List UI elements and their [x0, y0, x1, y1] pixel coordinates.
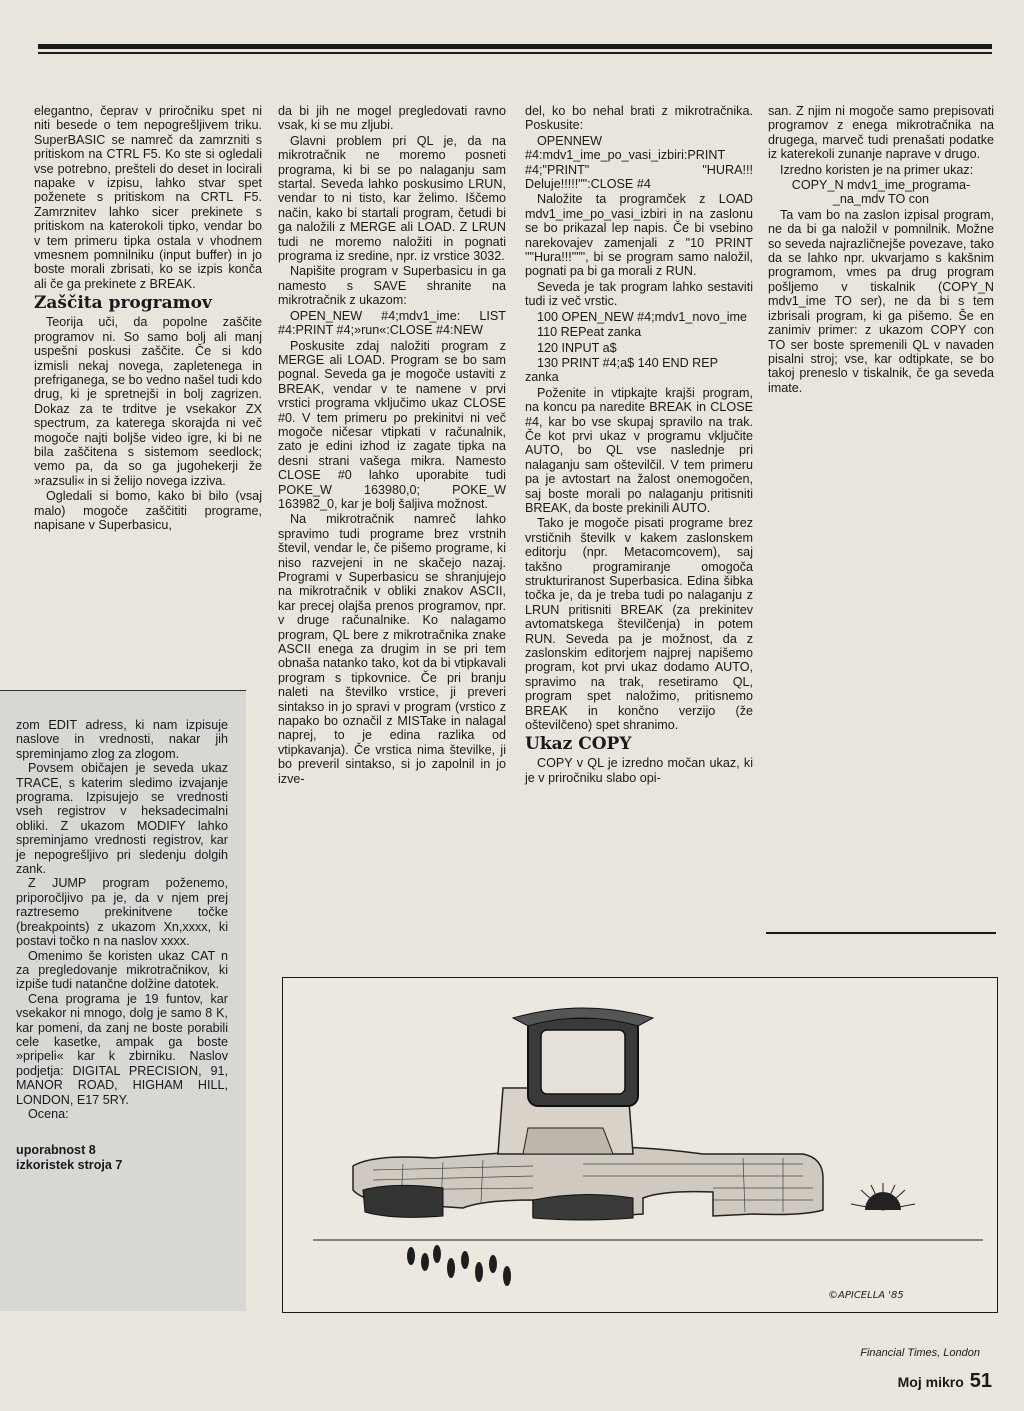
- col3-paragraph-5: Tako je mogoče pisati programe brez vrstičnih številk v kakem zaslonskem editorju (npr. Metacomcovem), saj takšno programiranje omogoča strukturiranost Superbasica. Edina šibka točka je, da je treba tudi po nalaganju z LRUN pritisniti BREAK (za prekinitev avtomatskega številčenja) in potem RUN. Seveda pa je možnost, da z zaslonskim editorjem najprej napišemo program, kot prvi ukaz dodamo AUTO, spravimo na trak, resetiramo QL, program spet naložimo, pritisnemo BREAK in končno verzijo (že oštevilčeno) spet shranimo.: [525, 516, 753, 733]
- rating-usability: uporabnost 8: [16, 1143, 96, 1158]
- col3-code-line-120: 120 INPUT a$: [537, 340, 617, 355]
- column-end-rule: [766, 932, 996, 934]
- col2-paragraph-1: da bi jih ne mogel pregledovati ravno vsak, ki se mu zljubi.: [278, 104, 506, 133]
- col3-code-line-100: 100 OPEN_NEW #4;mdv1_novo_ime: [537, 309, 747, 324]
- col4-paragraph-3: Ta vam bo na zaslon izpisal program, ne da bi ga naložil v pomnilnik. Možne so seveda najrazličnejše povezave, tako da se lahko npr. ukvarjamo s kakšnim programom, vmes pa drug program pošljemo v tiskalnik (COPY_N mdv1_ime TO ser), ne da bi s tem izbrisali program, ki ga pišemo. Še en zanimiv primer: z ukazom COPY con TO ser boste spremenili QL v navaden pisalni stroj; vse, kar odtipkate, se bo takoj preneslo v tiskalnik, če ga seveda imate.: [768, 207, 994, 395]
- sidebar-paragraph-4: Omenimo še koristen ukaz CAT n za pregledovanje mikrotračnikov, ki izpiše tudi natančne dolžine datotek.: [16, 948, 228, 992]
- sphinx-left-paw: [363, 1185, 443, 1217]
- sphinx-computer-illustration: [283, 978, 997, 1312]
- image-credit: Financial Times, London: [860, 1347, 980, 1359]
- section-heading-protection: Zaščita programov: [34, 293, 212, 314]
- top-rule-thin: [38, 52, 992, 54]
- illustration-frame: [282, 977, 998, 1313]
- col3-paragraph-2: Naložite ta programček z LOAD mdv1_ime_po_vasi_izbiri in na zaslonu se bo prikazal lep napis. Če bi vsebino narekovajev zamenjali z "10 PRINT ""Hura!!!""", bi se program samo naložil, pognati pa bi ga morali z RUN.: [525, 192, 753, 279]
- sidebar-paragraph-2: Povsem običajen je seveda ukaz TRACE, s katerim sledimo izvajanje programa. Izpisujejo se vrednosti vseh registrov v heksadecimalni obliki. Z ukazom MODIFY lahko spreminjamo vrednosti registrov, kar je nepogrešljivo pri sledenju dolgih zank.: [16, 761, 228, 877]
- sidebar-paragraph-6: Ocena:: [28, 1106, 69, 1121]
- col3-code-1: OPENNEW #4:mdv1_ime_po_vasi_izbiri:PRINT #4;"PRINT" "HURA!!! Deluje!!!!!"":CLOSE #4: [525, 133, 753, 192]
- column-2: [278, 104, 506, 787]
- page-number: 51: [969, 1370, 992, 1392]
- sidebar-paragraph-1: zom EDIT adress, ki nam izpisuje naslove in vrednosti, nakar jih spreminjamo zlog za zlogom.: [16, 718, 228, 761]
- col2-paragraph-3: Napišite program v Superbasicu in ga namesto s SAVE shranite na mikrotračnik z ukazom:: [278, 264, 506, 308]
- column-4: [768, 104, 994, 396]
- sphinx-chest: [523, 1128, 613, 1154]
- col1-paragraph-2: Teorija uči, da popolne zaščite programov ni. So samo bolj ali manj uspešni poskusi zaščite. Če si kdo izmisli nekaj novega, zapletenega in prefriganega, se bo vedno našel tudi kdo drug, ki je spretnejši in bolj zagrizen. Dokaz za te trditve je vsekakor ZX spectrum, za katerega skorajda ni več mogoče najti boljše video igre, ki bi ne bila zaščitena s sistemom seedlock; vemo pa, da so ga jugohekerji že »razsuli« in si želijo novega izziva.: [34, 315, 262, 488]
- col2-code-1: OPEN_NEW #4;mdv1_ime: LIST #4:PRINT #4;»run«:CLOSE #4:NEW: [278, 308, 506, 338]
- sidebar-paragraph-5: Cena programa je 19 funtov, kar vsekakor ni mnogo, dolg je samo 8 K, kar pomeni, da zanj ne boste porabili cele kasetke, ampak ga boste »pripeli« kar k zbirniku. Naslov podjetja: DIGITAL PRECISION, 91, MANOR ROAD, HIGHAM HILL, LONDON, E17 5RY.: [16, 991, 228, 1107]
- col1-paragraph-1: elegantno, čeprav v priročniku spet ni niti besede o tem nepogrešljivem triku. SuperBASIC se namreč da zamrzniti s pritiskom na CTRL F5. Ko ste si ogledali vse potrebno, prešteli do deset in locirali napake v izpisu, lahko stvar spet poženete s pritiskom na CRTL F5. Zamrznitev lahko sicer prekinete s pritiskom na katerokoli tipko, vendar bo v tem primeru tipka ostala v vhodnem vmesnem pomnilniku (input buffer) in jo boste morali zbrisati, ko se izpis konča ali če ga prekinete z BREAK.: [34, 104, 262, 291]
- artist-signature: ©APICELLA '85: [828, 1290, 904, 1301]
- col4-paragraph-2: Izredno koristen je na primer ukaz:: [780, 162, 974, 177]
- col4-code-1: COPY_N mdv1_ime_programa-_na_mdv TO con: [791, 178, 971, 207]
- col3-paragraph-1: del, ko bo nehal brati z mikrotračnika. Poskusite:: [525, 104, 753, 133]
- col2-paragraph-2: Glavni problem pri QL je, da na mikrotračnik ne moremo posneti programa, ki bi se po nalaganju sam startal. Seveda lahko poskusimo LRUN, vendar to ni tisto, kar želimo. Iščemo način, kako bi startali program, četudi bi ga naložili z MERGE ali LOAD. Z LRUN tudi ne moremo naložiti in pognati programa iz sredine, npr. iz vrstice 3032.: [278, 133, 506, 264]
- page-footer: [898, 1370, 992, 1393]
- col3-code-line-130: 130 PRINT #4;a$ 140 END REP zanka: [525, 355, 718, 385]
- col3-paragraph-3: Seveda je tak program lahko sestaviti tudi iz več vrstic.: [525, 279, 753, 309]
- column-1: [34, 104, 262, 533]
- rating-machine-usage: izkoristek stroja 7: [16, 1157, 123, 1172]
- col3-paragraph-6: COPY v QL je izredno močan ukaz, ki je v priročniku slabo opi-: [525, 756, 753, 785]
- col3-code-line-110: 110 REPeat zanka: [537, 325, 642, 340]
- section-heading-copy: Ukaz COPY: [525, 734, 632, 755]
- sidebar-paragraph-3: Z JUMP program poženemo, priporočljivo pa je, da v njem prej raztresemo prekinitvene točke (breakpoints) z ukazom Xn,xxxx, ki postavi točko n na naslov xxxx.: [16, 876, 228, 949]
- column-3: [525, 104, 753, 786]
- col1-paragraph-3: Ogledali si bomo, kako bi bilo (vsaj malo) mogoče zaščititi programe, napisane v Superbasicu,: [34, 489, 262, 532]
- sphinx-right-paw: [533, 1194, 633, 1220]
- monitor-screen: [541, 1030, 625, 1094]
- procession-figures: [407, 1245, 511, 1286]
- col2-paragraph-5: Na mikrotračnik namreč lahko spravimo tudi programe brez vrstnih števil, vendar le, če pišemo programe, ki niso razvejeni in ne skačejo nazaj. Programi v Superbasicu se shranjujejo na mikrotračnik v obliki znakov ASCII, kar precej olajša prenos programov, npr. v druge računalnike. Ko nalagamo program, QL bere z mikrotračnika znake ASCII enega za drugim in se pri tem obnaša natanko tako, kot da bi vtipkavali program s tipkovnice. Če pri branju naleti na številko vrstice, ji preveri sintakso in jo spravi v program (vrstico z napako bo označil z MISTake in nalagal naprej, to je edina razlika od vtipkavanja). Če vrstica nima številke, ji bo preveril sintakso, si jo zapolnil in jo izve-: [278, 512, 506, 786]
- sun: [865, 1192, 901, 1210]
- col4-paragraph-1: san. Z njim ni mogoče samo prepisovati programov z enega mikrotračnika na drugega, marveč tudi prenašati podatke iz katerekoli zunanje naprave v drugo.: [768, 104, 994, 162]
- top-rule-thick: [38, 44, 992, 49]
- col3-paragraph-4: Poženite in vtipkajte krajši program, na koncu pa naredite BREAK in CLOSE #4, kar bo vse skupaj spravilo na trak. Če kot prvi ukaz v programu vključite AUTO, bo QL vse naslednje pri nalaganju sam oštevilčil. V tem primeru pa je avtostart na žalost onemogočen, saj boste morali po nalaganju pritisniti BREAK, da boste prekinili AUTO.: [525, 385, 753, 515]
- sidebar-text: [16, 718, 228, 1172]
- col2-paragraph-4: Poskusite zdaj naložiti program z MERGE ali LOAD. Program se bo sam pognal. Seveda ga je mogoče ustaviti z BREAK, vendar v te namene v prvi vrstici programa vključimo ukaz CLOSE #0. V tem primeru po prekinitvi ni več mogoče ničesar vtipkati v računalnik, zato je edini izhod iz zagate tipka na desni strani vašega mikra. Namesto CLOSE #0 lahko uporabite tudi POKE_W 163980,0; POKE_W 163982_0, kar je bolj šaljiva možnost.: [278, 338, 506, 511]
- magazine-name: Moj mikro: [897, 1374, 964, 1390]
